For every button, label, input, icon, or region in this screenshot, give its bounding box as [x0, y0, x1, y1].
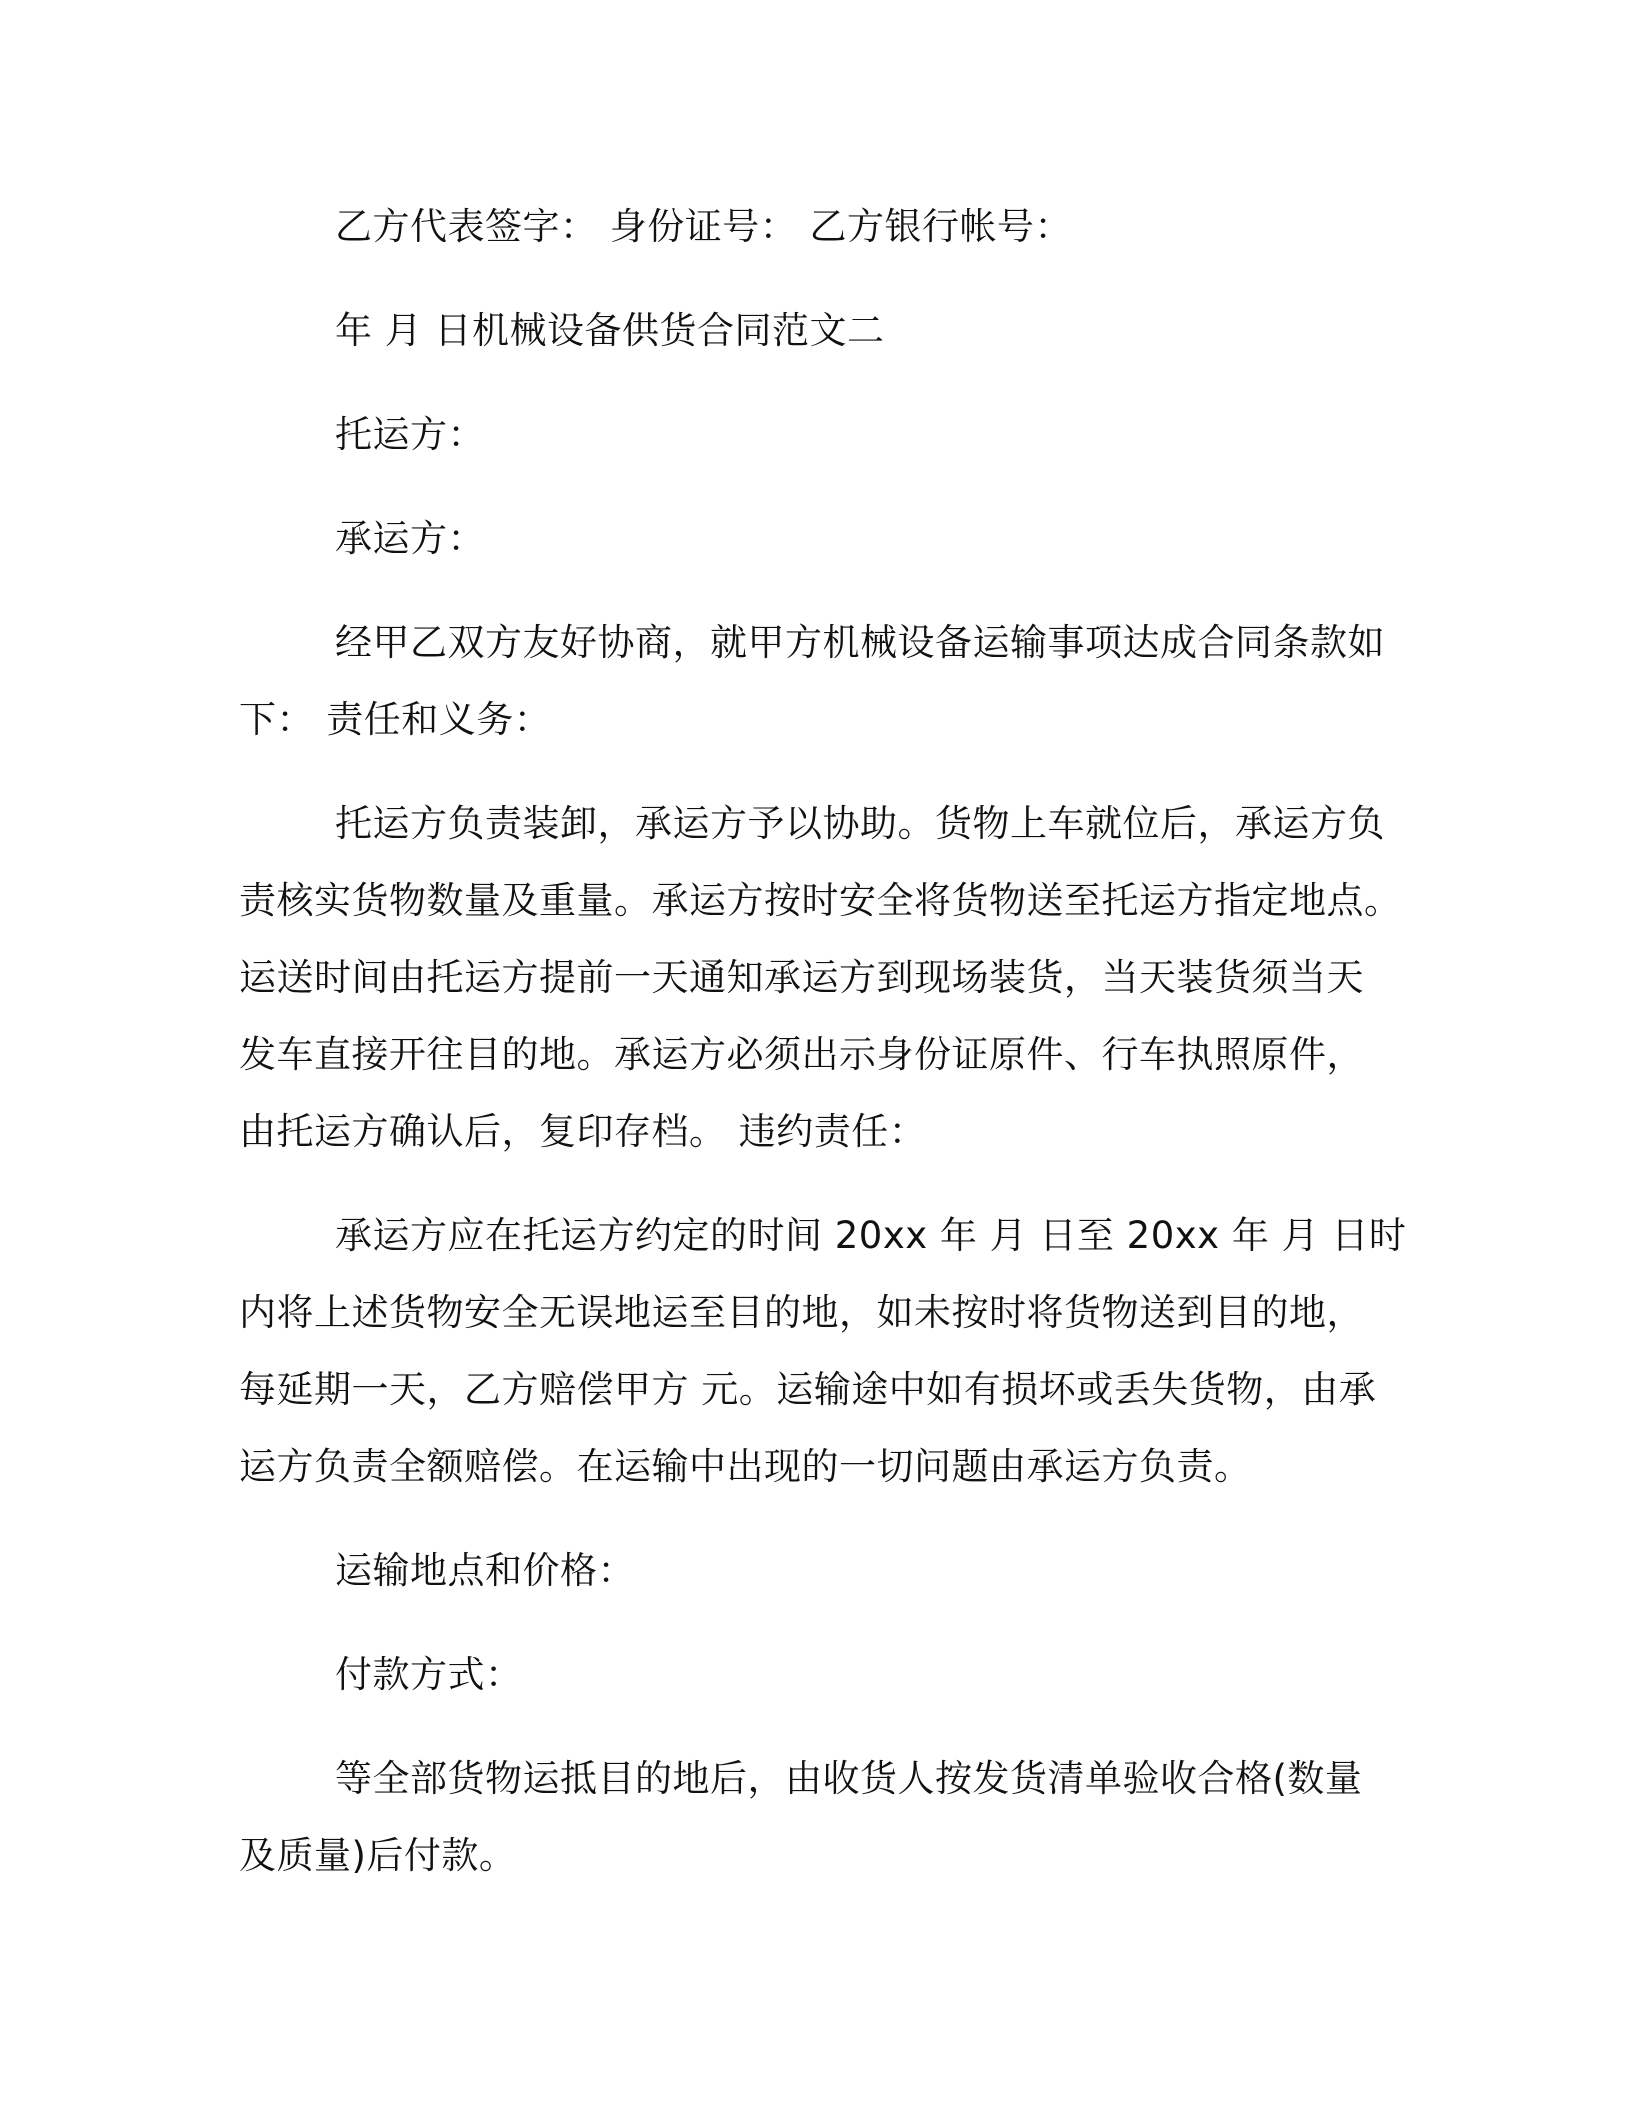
duties-line-1: 托运方负责装卸，承运方予以协助。货物上车就位后，承运方负 [335, 802, 1385, 845]
liability-line-4: 运方负责全额赔偿。在运输中出现的一切问题由承运方负责。 [239, 1445, 1252, 1488]
document-body [239, 188, 1407, 1894]
consignor-label: 托运方： [335, 413, 485, 456]
payment-line-2: 及质量)后付款。 [239, 1834, 517, 1877]
payment-line-1: 等全部货物运抵目的地后，由收货人按发货清单验收合格(数量 [335, 1757, 1363, 1800]
liability-line-3: 每延期一天，乙方赔偿甲方 元。运输途中如有损坏或丢失货物，由承 [239, 1368, 1377, 1411]
duties-line-2: 责核实货物数量及重量。承运方按时安全将货物送至托运方指定地点。 [239, 879, 1402, 922]
liability-line-2: 内将上述货物安全无误地运至目的地，如未按时将货物送到目的地， [239, 1291, 1364, 1334]
agreement-intro-line-2: 下： 责任和义务： [239, 698, 552, 741]
duties-line-4: 发车直接开往目的地。承运方必须出示身份证原件、行车执照原件， [239, 1033, 1364, 1076]
signature-line: 乙方代表签字： 身份证号： 乙方银行帐号： [335, 205, 1073, 248]
location-price-label: 运输地点和价格： [335, 1549, 635, 1592]
carrier-label: 承运方： [335, 517, 485, 560]
payment-method-label: 付款方式： [335, 1653, 523, 1696]
contract-title-line: 年 月 日机械设备供货合同范文二 [335, 309, 885, 352]
liability-line-1: 承运方应在托运方约定的时间 20xx 年 月 日至 20xx 年 月 日时 [335, 1214, 1407, 1257]
agreement-intro-line-1: 经甲乙双方友好协商，就甲方机械设备运输事项达成合同条款如 [335, 621, 1385, 664]
duties-line-3: 运送时间由托运方提前一天通知承运方到现场装货，当天装货须当天 [239, 956, 1364, 999]
duties-line-5: 由托运方确认后，复印存档。 违约责任： [239, 1110, 927, 1153]
